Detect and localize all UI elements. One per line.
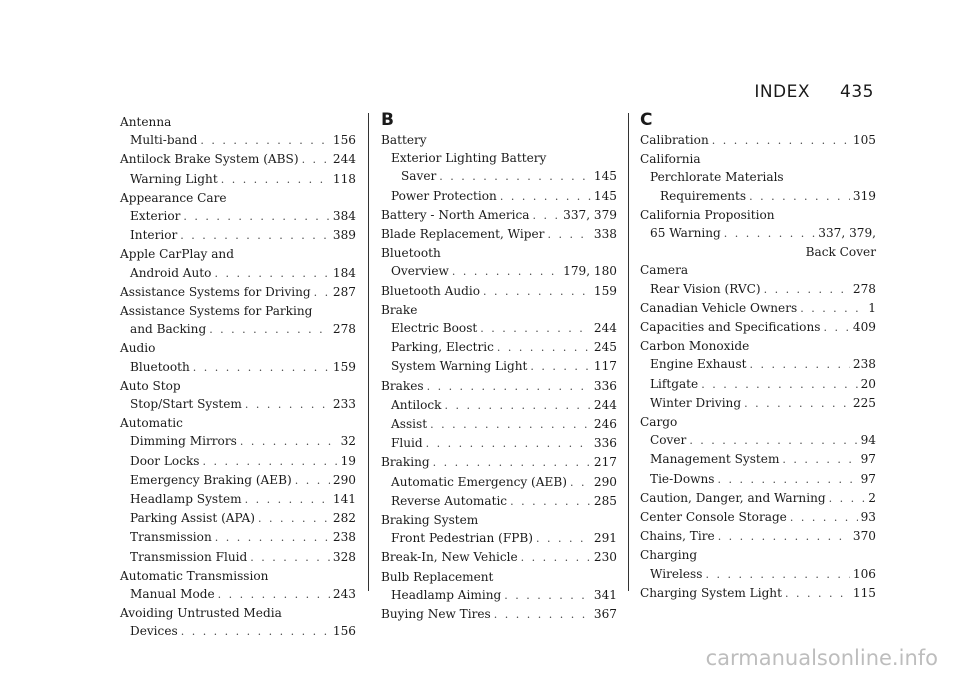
index-term: Parking Assist (APA) — [130, 511, 256, 526]
index-term: Brakes — [381, 378, 424, 393]
index-term: Antilock — [391, 397, 442, 412]
index-page-ref: 32 — [340, 434, 356, 449]
dot-leader — [744, 395, 850, 413]
index-page-ref: 145 — [593, 188, 617, 203]
dot-leader — [430, 416, 591, 434]
index-term: Center Console Storage — [640, 510, 787, 525]
index-page-ref: 115 — [852, 585, 876, 600]
dot-leader — [439, 168, 591, 186]
dot-leader — [547, 226, 590, 244]
index-term: Break-In, New Vehicle — [381, 550, 518, 565]
index-term: Cargo — [640, 415, 678, 430]
index-term: Door Locks — [130, 453, 200, 468]
dot-leader — [193, 359, 330, 377]
index-page-ref: 225 — [852, 395, 876, 410]
index-term: Charging System Light — [640, 585, 782, 600]
dot-leader — [504, 587, 591, 605]
watermark: carmanualsonline.info — [705, 646, 938, 670]
index-term: Overview — [391, 264, 449, 279]
dot-leader — [764, 281, 850, 299]
index-entry — [120, 358, 356, 377]
index-term: Assistance Systems for Driving — [120, 284, 311, 299]
index-term: Apple CarPlay and — [120, 247, 234, 262]
dot-leader — [314, 284, 330, 302]
index-page-ref: 244 — [332, 152, 356, 167]
index-term: Power Protection — [391, 188, 497, 203]
dot-leader — [782, 451, 857, 469]
index-page-ref: 238 — [852, 357, 876, 372]
index-term: Headlamp Aiming — [391, 587, 502, 602]
index-page-ref: 156 — [332, 133, 356, 148]
dot-leader — [705, 566, 849, 584]
index-column-3 — [640, 110, 876, 603]
index-term: Dimming Mirrors — [130, 434, 237, 449]
index-page-ref: 244 — [593, 397, 617, 412]
index-entry — [120, 264, 356, 283]
index-page-ref: 117 — [593, 359, 617, 374]
index-page-ref: 409 — [852, 320, 876, 335]
index-entry — [381, 377, 617, 396]
dot-leader — [500, 188, 591, 206]
index-entry — [381, 434, 617, 453]
index-term: Automatic Emergency (AEB) — [391, 474, 567, 489]
index-term: Exterior Lighting Battery — [391, 151, 547, 166]
index-term: Brake — [381, 302, 418, 317]
index-term: Transmission — [130, 530, 212, 545]
index-entry — [381, 131, 617, 149]
dot-leader — [483, 283, 591, 301]
index-entry — [120, 283, 356, 302]
index-entry — [640, 206, 876, 224]
dot-leader — [521, 549, 591, 567]
dot-leader — [497, 339, 591, 357]
index-term: System Warning Light — [391, 359, 528, 374]
column-divider — [368, 113, 369, 591]
index-entry — [640, 299, 876, 318]
index-term: and Backing — [130, 322, 207, 337]
index-term: Requirements — [660, 188, 747, 203]
index-page-ref: 238 — [332, 530, 356, 545]
index-page-ref: 97 — [860, 452, 876, 467]
index-entry — [120, 113, 356, 131]
index-entry — [640, 394, 876, 413]
index-entry — [381, 492, 617, 511]
index-entry — [120, 170, 356, 189]
index-entry — [381, 605, 617, 624]
index-entry — [120, 226, 356, 245]
index-term: Blade Replacement, Wiper — [381, 227, 545, 242]
index-term: Buying New Tires — [381, 607, 491, 622]
index-page-ref: 290 — [332, 472, 356, 487]
index-entry — [120, 490, 356, 509]
index-page-ref: 341 — [593, 587, 617, 602]
dot-leader — [718, 528, 850, 546]
index-page-ref: 282 — [332, 511, 356, 526]
dot-leader — [302, 151, 330, 169]
index-entry — [381, 282, 617, 301]
index-term: Management System — [650, 452, 780, 467]
index-entry — [381, 338, 617, 357]
dot-leader — [180, 227, 330, 245]
index-entry — [640, 527, 876, 546]
index-term: Chains, Tire — [640, 529, 715, 544]
index-term: Calibration — [640, 133, 709, 147]
index-entry — [120, 131, 356, 150]
index-term: Android Auto — [130, 265, 212, 280]
dot-leader — [533, 207, 561, 225]
section-title: INDEX — [754, 82, 811, 102]
index-entry — [120, 567, 356, 585]
index-term: Avoiding Untrusted Media — [120, 606, 282, 621]
dot-leader — [215, 529, 330, 547]
index-entry — [640, 375, 876, 394]
column-divider — [628, 113, 629, 591]
index-entry — [640, 413, 876, 431]
dot-leader — [718, 471, 858, 489]
index-page-ref: 159 — [332, 359, 356, 374]
index-entry — [640, 565, 876, 584]
index-page-ref: 287 — [332, 284, 356, 299]
index-term: Wireless — [650, 566, 703, 581]
index-entry — [640, 224, 876, 243]
index-page-ref: 384 — [332, 209, 356, 224]
index-entry — [381, 244, 617, 262]
dot-leader — [749, 188, 850, 206]
index-entry — [381, 548, 617, 567]
index-term: Headlamp System — [130, 492, 242, 507]
index-entry — [120, 245, 356, 263]
index-entry — [120, 395, 356, 414]
index-term: Bluetooth Audio — [381, 283, 481, 298]
index-page-ref: 336 — [593, 436, 617, 451]
index-page-ref: 291 — [593, 531, 617, 546]
index-term: Bluetooth — [381, 246, 441, 261]
index-term: Assist — [391, 417, 428, 432]
index-entry — [381, 415, 617, 434]
index-term: Exterior — [130, 209, 181, 224]
dot-leader — [426, 435, 591, 453]
index-entry — [381, 206, 617, 225]
index-page-ref: 367 — [593, 607, 617, 622]
index-entry — [120, 509, 356, 528]
index-entry — [120, 528, 356, 547]
dot-leader — [181, 623, 330, 641]
index-entry — [381, 473, 617, 492]
dot-leader — [209, 321, 330, 339]
index-entry — [120, 150, 356, 169]
index-page-ref: 370 — [852, 529, 876, 544]
index-page-ref: 243 — [332, 587, 356, 602]
index-entry — [381, 511, 617, 529]
index-page-ref: 233 — [332, 397, 356, 412]
index-page-ref: 337, 379 — [563, 207, 617, 222]
index-page-ref: 19 — [340, 453, 356, 468]
dot-leader — [785, 585, 850, 603]
index-entry — [120, 622, 356, 641]
index-page-ref: 217 — [593, 455, 617, 470]
index-column-2 — [381, 110, 617, 624]
index-term: Antenna — [120, 115, 172, 129]
index-entry — [120, 414, 356, 432]
index-page-ref: 105 — [852, 133, 876, 147]
index-entry — [640, 280, 876, 299]
index-entry — [640, 337, 876, 355]
dot-leader — [712, 132, 850, 150]
index-term: Front Pedestrian (FPB) — [391, 531, 534, 546]
dot-leader — [689, 432, 857, 450]
index-term: Battery - North America — [381, 207, 530, 222]
dot-leader — [250, 549, 330, 567]
dot-leader — [240, 433, 338, 451]
index-term: Braking — [381, 455, 430, 470]
index-page-ref: 184 — [332, 265, 356, 280]
index-entry — [381, 453, 617, 472]
index-term: Charging — [640, 548, 698, 563]
index-term: Stop/Start System — [130, 397, 242, 412]
index-page-ref: 338 — [593, 227, 617, 242]
index-term: Appearance Care — [120, 190, 227, 205]
dot-leader — [221, 171, 330, 189]
index-page-ref: 118 — [332, 171, 356, 186]
index-term: Winter Driving — [650, 395, 742, 410]
index-entry — [640, 355, 876, 374]
index-page-ref: 389 — [332, 228, 356, 243]
index-entry — [120, 207, 356, 226]
index-term: Rear Vision (RVC) — [650, 281, 761, 296]
index-term: Multi-band — [130, 133, 198, 148]
index-entry — [120, 339, 356, 357]
page-header — [754, 82, 874, 102]
index-entry — [381, 262, 617, 281]
index-term: Auto Stop — [120, 378, 181, 393]
index-term: Tie-Downs — [650, 471, 715, 486]
dot-leader — [800, 300, 865, 318]
index-entry — [381, 149, 617, 167]
index-term: Saver — [401, 169, 437, 184]
index-page-ref: 20 — [860, 376, 876, 391]
index-term: Braking System — [381, 513, 479, 528]
dot-leader — [570, 474, 591, 492]
index-page-ref: 285 — [593, 493, 617, 508]
dot-leader — [203, 453, 338, 471]
index-page-ref: 106 — [852, 566, 876, 581]
dot-leader — [536, 530, 591, 548]
index-entry — [120, 377, 356, 395]
dot-leader — [427, 378, 591, 396]
index-entry — [381, 586, 617, 605]
index-entry — [640, 546, 876, 564]
index-entry — [640, 150, 876, 168]
dot-leader — [494, 606, 591, 624]
index-entry — [120, 302, 356, 320]
index-term: Canadian Vehicle Owners — [640, 300, 798, 315]
index-page-ref: 278 — [332, 322, 356, 337]
index-term: Antilock Brake System (ABS) — [120, 152, 299, 167]
index-page-ref: 278 — [852, 281, 876, 296]
index-entry — [640, 187, 876, 206]
index-term: Capacities and Specifications — [640, 320, 821, 335]
index-entry — [640, 450, 876, 469]
index-term: Perchlorate Materials — [650, 170, 784, 185]
index-page-ref: 156 — [332, 624, 356, 639]
index-term: Cover — [650, 433, 687, 448]
index-term: Battery — [381, 133, 427, 147]
index-entry — [120, 585, 356, 604]
dot-leader — [724, 225, 816, 243]
index-term: Automatic Transmission — [120, 568, 269, 583]
index-entry — [640, 508, 876, 527]
index-page-ref: 336 — [593, 378, 617, 393]
index-entry — [640, 131, 876, 150]
index-page-ref: 1 — [868, 300, 876, 315]
index-entry — [381, 225, 617, 244]
index-term: Audio — [120, 341, 156, 356]
dot-leader — [829, 490, 866, 508]
index-entry — [640, 318, 876, 337]
dot-leader — [445, 397, 591, 415]
dot-leader — [530, 358, 591, 376]
index-page-ref: 290 — [593, 474, 617, 489]
index-entry — [120, 320, 356, 339]
index-entry — [640, 261, 876, 279]
index-term: Transmission Fluid — [130, 549, 248, 564]
index-term: Engine Exhaust — [650, 357, 747, 372]
index-entry — [120, 548, 356, 567]
index-page-ref: 246 — [593, 417, 617, 432]
index-term: Manual Mode — [130, 587, 215, 602]
index-page-ref: 319 — [852, 188, 876, 203]
index-term: Camera — [640, 263, 689, 278]
index-term: Caution, Danger, and Warning — [640, 490, 826, 505]
dot-leader — [701, 376, 857, 394]
index-term: Bulb Replacement — [381, 569, 494, 584]
dot-leader — [452, 263, 560, 281]
dot-leader — [823, 319, 849, 337]
index-page-ref: 230 — [593, 550, 617, 565]
index-entry — [381, 187, 617, 206]
index-continuation: Back Cover — [805, 245, 876, 260]
index-entry — [381, 396, 617, 415]
index-page-ref: 145 — [593, 169, 617, 184]
section-letter: B — [381, 110, 394, 130]
dot-leader — [200, 132, 330, 150]
index-entry — [381, 568, 617, 586]
index-term: California Proposition — [640, 207, 775, 222]
index-term: Parking, Electric — [391, 340, 494, 355]
dot-leader — [218, 586, 330, 604]
index-entry — [120, 452, 356, 471]
index-term: Carbon Monoxide — [640, 339, 750, 354]
index-page-ref: 2 — [868, 490, 876, 505]
index-term: Bluetooth — [130, 359, 190, 374]
index-term: Assistance Systems for Parking — [120, 304, 313, 319]
index-page-ref: 94 — [860, 433, 876, 448]
dot-leader — [295, 472, 330, 490]
index-term: 65 Warning — [650, 226, 721, 241]
index-entry — [381, 357, 617, 376]
index-page-ref: 244 — [593, 321, 617, 336]
index-entry — [381, 529, 617, 548]
index-entry — [640, 584, 876, 603]
index-page-ref: 141 — [332, 492, 356, 507]
dot-leader — [183, 208, 330, 226]
index-term: Fluid — [391, 436, 423, 451]
index-term: Liftgate — [650, 376, 699, 391]
dot-leader — [750, 356, 850, 374]
index-entry — [120, 604, 356, 622]
index-entry — [640, 431, 876, 450]
index-page-ref: 245 — [593, 340, 617, 355]
index-page-ref: 97 — [860, 471, 876, 486]
index-page-ref: 159 — [593, 283, 617, 298]
index-term: Interior — [130, 228, 178, 243]
index-entry — [120, 432, 356, 451]
index-entry — [381, 301, 617, 319]
index-entry — [381, 319, 617, 338]
index-entry — [640, 489, 876, 508]
index-entry — [120, 189, 356, 207]
page-number: 435 — [840, 82, 874, 102]
dot-leader — [214, 265, 329, 283]
index-column-1 — [120, 113, 356, 642]
index-entry — [640, 168, 876, 186]
index-entry — [640, 470, 876, 489]
index-term: Emergency Braking (AEB) — [130, 472, 292, 487]
dot-leader — [245, 396, 330, 414]
index-entry — [381, 167, 617, 186]
dot-leader — [245, 491, 330, 509]
index-term: California — [640, 152, 701, 167]
index-entry — [120, 471, 356, 490]
dot-leader — [258, 510, 330, 528]
dot-leader — [510, 493, 591, 511]
dot-leader — [790, 509, 858, 527]
dot-leader — [480, 320, 591, 338]
index-term: Electric Boost — [391, 321, 478, 336]
index-page-ref: 328 — [332, 549, 356, 564]
index-page-ref: 179, 180 — [563, 264, 617, 279]
index-term: Warning Light — [130, 171, 218, 186]
index-page-ref: 337, 379, — [818, 226, 876, 241]
index-term: Automatic — [120, 416, 183, 431]
dot-leader — [433, 454, 591, 472]
section-letter: C — [640, 110, 653, 130]
index-term: Reverse Automatic — [391, 493, 508, 508]
index-term: Devices — [130, 624, 178, 639]
index-page-ref: 93 — [860, 510, 876, 525]
